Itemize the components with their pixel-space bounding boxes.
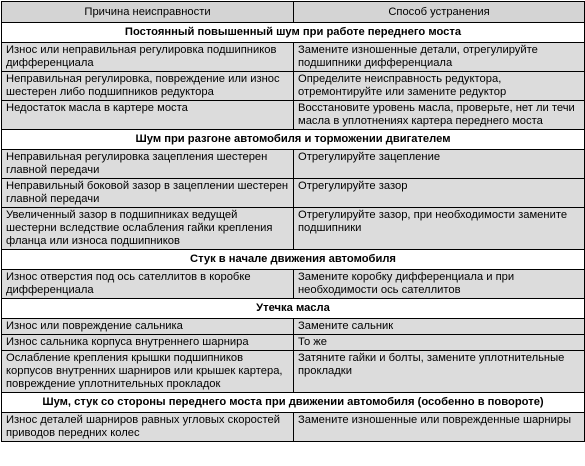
section-title-row <box>2 299 585 319</box>
table-row <box>2 150 585 179</box>
header-cause: Причина неисправности <box>2 2 294 23</box>
cause-cell: Износ отверстия под ось сателлитов в коробке дифференциала <box>2 270 294 299</box>
section-title: Утечка масла <box>2 299 585 319</box>
section-title: Шум при разгоне автомобиля и торможении двигателем <box>2 130 585 150</box>
section-title-row <box>2 250 585 270</box>
troubleshooting-table <box>1 1 585 442</box>
remedy-cell: Затяните гайки и болты, замените уплотнительные прокладки <box>294 351 585 393</box>
cause-cell: Неправильный боковой зазор в зацеплении шестерен главной передачи <box>2 179 294 208</box>
cause-cell: Износ деталей шарниров равных угловых скоростей приводов передних колес <box>2 413 294 442</box>
remedy-cell: Замените сальник <box>294 319 585 335</box>
remedy-cell: Определите неисправность редуктора, отремонтируйте или замените редуктор <box>294 72 585 101</box>
table-row <box>2 179 585 208</box>
section-title-row <box>2 393 585 413</box>
table-row <box>2 43 585 72</box>
remedy-cell: Отрегулируйте зацепление <box>294 150 585 179</box>
section-title: Стук в начале движения автомобиля <box>2 250 585 270</box>
table-row <box>2 319 585 335</box>
table-row <box>2 72 585 101</box>
remedy-cell: То же <box>294 335 585 351</box>
remedy-cell: Отрегулируйте зазор, при необходимости замените подшипники <box>294 208 585 250</box>
table-row <box>2 270 585 299</box>
section-title-row <box>2 23 585 43</box>
table-row <box>2 101 585 130</box>
table-row <box>2 413 585 442</box>
cause-cell: Ослабление крепления крышки подшипников корпусов внутренних шарниров или крышек картера, повреждение уплотнительных прокладок <box>2 351 294 393</box>
remedy-cell: Восстановите уровень масла, проверьте, нет ли течи масла в уплотнениях картера переднего моста <box>294 101 585 130</box>
section-title: Шум, стук со стороны переднего моста при движении автомобиля (особенно в повороте) <box>2 393 585 413</box>
cause-cell: Износ или повреждение сальника <box>2 319 294 335</box>
remedy-cell: Замените коробку дифференциала и при необходимости ось сателлитов <box>294 270 585 299</box>
table-row <box>2 351 585 393</box>
cause-cell: Износ сальника корпуса внутреннего шарнира <box>2 335 294 351</box>
header-remedy: Способ устранения <box>294 2 585 23</box>
remedy-cell: Отрегулируйте зазор <box>294 179 585 208</box>
section-title: Постоянный повышенный шум при работе переднего моста <box>2 23 585 43</box>
table-row <box>2 335 585 351</box>
cause-cell: Недостаток масла в картере моста <box>2 101 294 130</box>
cause-cell: Увеличенный зазор в подшипниках ведущей шестерни вследствие ослабления гайки крепления фланца или износа подшипников <box>2 208 294 250</box>
cause-cell: Износ или неправильная регулировка подшипников дифференциала <box>2 43 294 72</box>
table-header-row <box>2 2 585 23</box>
cause-cell: Неправильная регулировка, повреждение или износ шестерен либо подшипников редуктора <box>2 72 294 101</box>
remedy-cell: Замените изношенные или поврежденные шарниры <box>294 413 585 442</box>
cause-cell: Неправильная регулировка зацепления шестерен главной передачи <box>2 150 294 179</box>
section-title-row <box>2 130 585 150</box>
table-row <box>2 208 585 250</box>
remedy-cell: Замените изношенные детали, отрегулируйте подшипники дифференциала <box>294 43 585 72</box>
